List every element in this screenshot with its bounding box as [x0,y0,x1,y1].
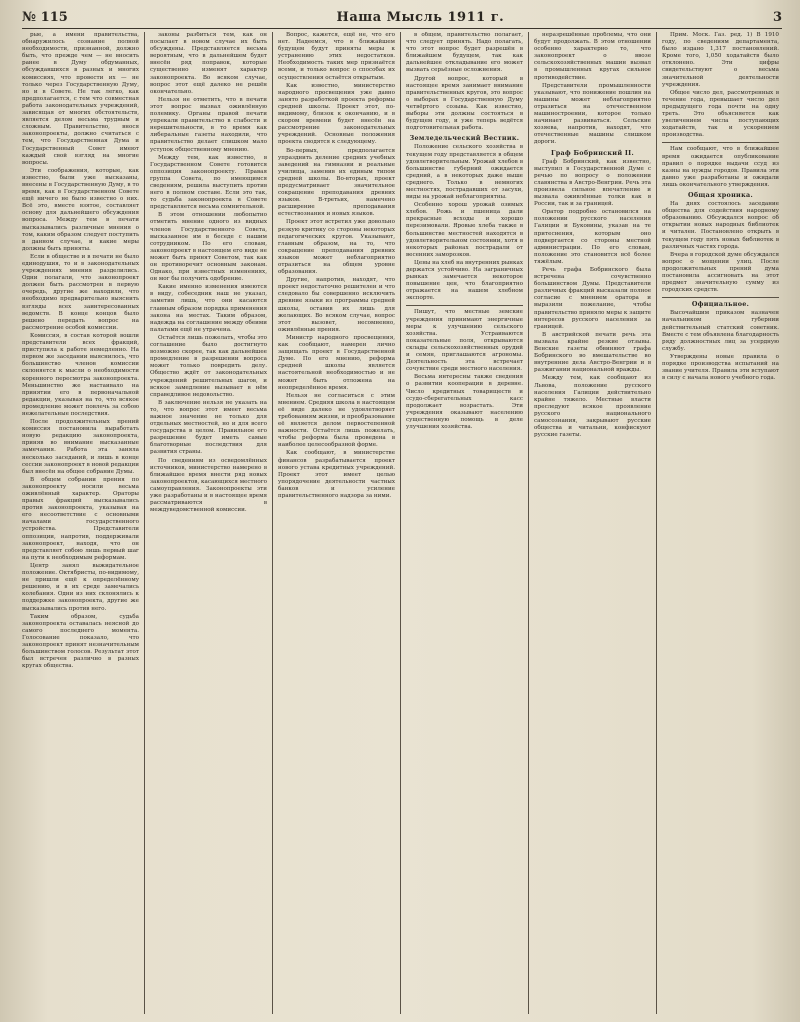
article-paragraph: законы разбиться тем, как он посылает в новом случае их быть обсуждены. Представляется весьма вероятным, что в дальнейшем будет внесён ряд поправок, которые существенно изменят характер законопроекта. Во всяком случае, вопрос этот ещё далеко не решён окончательно. [150,32,267,95]
article-paragraph: В общем собрании прения по законопроекту носили весьма оживлённый характер. Ораторы правых фракций высказывались против законопроекта, указывая на его несоответствие с основными началами государственного устройства. Представители оппозиции, напротив, поддерживали законопроект, находя, что он представляет собою лишь первый шаг на пути к необходимым реформам. [22,476,139,561]
article-paragraph: По сведениям из осведомлённых источников, министерство намерено в ближайшее время внести ряд новых законопроектов, касающихся местного самоуправления. Законопроекты эти уже разработаны и в настоящее время рассматриваются в междуведомственной комиссии. [150,457,267,514]
column-divider [662,142,779,143]
article-paragraph: Эти соображения, которые, как известно, были уже высказаны, внесены в Государственную Думу, в то время, как в Государственном Совете ещё ничего не было известно о них. Всё это, вместе взятое, составляет основу для дальнейшего обсуждения вопроса. Между тем в печати высказывались различные мнения о том, каким образом следует поступить в данном случае, и какие меры должны быть приняты. [22,167,139,252]
article-paragraph: Общее число дел, рассмотренных в течение года, превышает число дел предыдущего года почти на одну треть. Это объясняется как увеличением числа поступающих ходатайств, так и ускорением производства. [662,89,779,139]
article-paragraph: Положение сельского хозяйства в текущем году представляется в общем удовлетворительным. Урожай хлебов в большинстве губерний ожидается средний, а в некоторых даже выше среднего. Только в немногих местностях, пострадавших от засухи, виды на урожай неблагоприятны. [406,144,523,201]
article-paragraph: Таким образом, судьба законопроекта оставалась неясной до самого последнего момента. Голосование показало, что законопроект принят незначительным большинством голосов. Результат этот был встречен различно в разных кругах общества. [22,613,139,670]
article-paragraph: Прим. Моск. Газ. ред. 1) В 1910 году, по сведениям департамента, было издано 1,317 постановлений. Кроме того, 1,050 ходатайств было отклонено. Эти цифры свидетельствуют о весьма значительной деятельности учреждения. [662,32,779,88]
section-heading: Граф Бобринский II. [551,148,634,157]
text-column-6 [656,32,784,1014]
article-paragraph: Высочайшим приказом назначен начальником губернии действительный статский советник. Вместе с тем объявлена благодарность ряду должностных лиц за усердную службу. [662,310,779,352]
article-paragraph: Представители промышленности указывают, что понижение пошлин на машины может неблагоприятно отразиться на отечественном машиностроении, которое только начинает развиваться. Сельские хозяева, напротив, находят, что отечественные машины слишком дороги. [534,82,651,146]
column-divider [406,305,523,306]
article-paragraph: Комиссия, в состав которой вошли представители всех фракций, приступила к работе немедленно. На первом же заседании выяснилось, что большинство членов комиссии склоняется к мысли о необходимости коренного пересмотра законопроекта. Меньшинство же настаивало на принятии его в первоначальной редакции, указывая на то, что всякое промедление может повлечь за собою нежелательные последствия. [22,332,139,417]
page-number: 3 [772,9,782,25]
text-column-5 [528,32,656,1014]
article-paragraph: Нельзя не согласиться с этим мнением. Средняя школа в настоящем её виде далеко не удовлетворяет требованиям жизни, и преобразование её является делом первостепенной важности. Остаётся лишь пожелать, чтобы реформа была проведена в наиболее целесообразной форме. [278,392,395,449]
article-paragraph: Вопрос, кажется, ещё не, что его нет. Надеемся, что в ближайшем будущем будут приняты меры к устранению этих недостатков. Необходимость таких мер признаётся всеми, и только вопрос о способах их осуществления остаётся открытым. [278,32,395,81]
article-paragraph: Речь графа Бобринского была встречена сочувственно большинством Думы. Представители различных фракций высказали полное согласие с мнением оратора и выразили пожелание, чтобы правительство приняло меры к защите интересов русского населения за границей. [534,267,651,330]
article-paragraph: Как известно, министерство народного просвещения уже давно занято разработкой проекта реформы средней школы. Проект этот, по-видимому, близок к окончанию, и в скором времени будет внесён на рассмотрение законодательных учреждений. Основные положения проекта сводятся к следующему. [278,82,395,146]
article-paragraph: Проект этот встретил уже довольно резкую критику со стороны некоторых педагогических кругов. Указывают, главным образом, на то, что сокращение преподавания древних языков может неблагоприятно отразиться на общем уровне образования. [278,219,395,276]
article-paragraph: На днях состоялось заседание общества для содействия народному образованию. Обсуждался вопрос об открытии новых народных библиотек и читален. Постановлено открыть в текущем году пять новых библиотек в различных частях города. [662,201,779,250]
article-paragraph: Утверждены новые правила о порядке производства испытаний на звание учителя. Правила эти вступают в силу с начала нового учебного года. [662,353,779,382]
article-paragraph: в общем, правительство полагает, что следует принять. Надо полагать, что этот вопрос будет разрешён в ближайшем будущем, так как дальнейшее откладывание его может вызвать серьёзные осложнения. [406,32,523,74]
text-columns [22,32,784,1014]
section-heading: Земледельческий Вестник. [409,134,520,143]
article-paragraph: Граф Бобринский, как известно, выступил в Государственной Думе с речью по вопросу о положении славянства в Австро-Венгрии. Речь эта произвела сильное впечатление и вызвала оживлённые толки как в России, так и за границей. [534,158,651,208]
article-paragraph: Цены на хлеб на внутренних рынках держатся устойчиво. На заграничных рынках замечается некоторое повышение цен, что благоприятно отражается на нашем хлебном экспорте. [406,259,524,302]
article-paragraph: Во-первых, предполагается упразднить деление средних учебных заведений на гимназии и реальные училища, заменив их единым типом средней школы. Во-вторых, проект предусматривает значительное сокращение преподавания древних языков. В-третьих, намечено расширение преподавания естествознания и новых языков. [278,147,395,218]
article-paragraph: рые, а имени правительства, обнаружилось сознание полной необходимости, признанной, должно быть, что прежде чем — не вносить ранее в Думу обдуманных, обсуждавшихся в разных и многих комиссиях, что провести их — не только через Государственную Думу, но и в Совете. Не так легко, как предполагается, с тем что совместная работа законодательных учреждений, зависящая от многих обстоятельств, является делом весьма трудным и сложным. Правительство, внося законопроекты, должно считаться с тем, что Государственная Дума и Государственный Совет имеют каждый свой взгляд на многие вопросы. [22,32,139,166]
article-paragraph: неразрешённые проблемы, что они будут продолжать. В этом отношении особенно характерно то, что законопроект о ввозе сельскохозяйственных машин вызвал в промышленных кругах сильное противодействие. [534,32,651,81]
issue-number: № 115 [22,9,68,25]
article-paragraph: Если в обществе и в печати не было единодушия, то и в законодательных учреждениях мнения разделились. Одни полагали, что законопроект должен быть рассмотрен в первую очередь, другие же находили, что необходимо предварительно выяснить взгляды всех заинтересованных ведомств. В конце концов было решено передать вопрос на рассмотрение особой комиссии. [22,253,139,331]
article-paragraph: Между тем, как сообщают из Львова, положение русского населения Галиции действительно крайне тяжело. Местные власти преследуют всякое проявление русского национального самосознания, закрывают русские общества и читальни, конфискуют русские газеты. [534,375,651,439]
article-paragraph: Другие, напротив, находят, что проект недостаточно решителен и что следовало бы совершенно исключить древние языки из программы средней школы, оставив их лишь для желающих. Во всяком случае, вопрос этот вызовет, несомненно, оживлённые прения. [278,277,395,333]
article-paragraph: Министр народного просвещения, как сообщают, намерен лично защищать проект в Государственной Думе. По его мнению, реформа средней школы является настоятельной необходимостью и не может быть отложена на неопределённое время. [278,334,395,391]
article-paragraph: Особенно хорош урожай озимых хлебов. Рожь и пшеница дали прекрасные всходы и хорошо перезимовали. Яровые хлеба также в большинстве местностей находятся в удовлетворительном состоянии, хотя в некоторых районах пострадали от весенних заморозков. [406,202,523,258]
article-paragraph: В этом отношении любопытно отметить мнение одного из видных членов Государственного Совета, высказанное им в беседе с нашим сотрудником. По его словам, законопроект в настоящем его виде не может быть принят Советом, так как он противоречит основным законам. Однако, при известных изменениях, он мог бы получить одобрение. [150,212,267,283]
section-heading: Общая хроника. [688,190,753,199]
section-heading: Официальное. [691,300,750,309]
article-paragraph: Другой вопрос, который в настоящее время занимает внимание правительственных кругов, это вопрос о выборах в Государственную Думу четвёртого созыва. Как известно, выборы эти должны состояться в будущем году, и уже теперь ведётся подготовительная работа. [406,75,523,132]
article-paragraph: Весьма интересны также сведения о развитии кооперации в деревне. Число кредитных товариществ и ссудо-сберегательных касс продолжает возрастать. Эти учреждения оказывают населению существенную помощь в деле улучшения хозяйства. [406,374,523,430]
article-paragraph: Между тем, как известно, в Государственном Совете готовится оппозиция законопроекту. Правая группа Совета, по имеющимся сведениям, решила выступить против него в полном составе. Если это так, то судьба законопроекта в Совете представляется весьма сомнительной. [150,154,267,211]
article-paragraph: Как сообщают, в министерстве финансов разрабатывается проект нового устава кредитных учреждений. Проект этот имеет целью упорядочение деятельности частных банков и усиление правительственного надзора за ними. [278,450,395,499]
article-paragraph: Остаётся лишь пожелать, чтобы это соглашение было достигнуто возможно скорее, так как дальнейшее промедление в разрешении вопроса может только повредить делу. Общество ждёт от законодательных учреждений решительных шагов, и всякое замедление вызывает в нём справедливое недовольство. [150,334,267,398]
article-paragraph: Пишут, что местные земские учреждения принимают энергичные меры к улучшению сельского хозяйства. Устраиваются показательные поля, открываются склады сельскохозяйственных орудий и семян, приглашаются агрономы. Деятельность эта встречает сочувствие среди местного населения. [406,309,523,373]
article-paragraph: Оратор подробно остановился на положении русского населения Галиции и Буковины, указав на те притеснения, которым оно подвергается со стороны местной администрации. По его словам, положение это становится всё более тяжёлым. [534,209,651,265]
article-paragraph: После продолжительных прений комиссия постановила выработать новую редакцию законопроекта, приняв во внимание высказанные замечания. Работа эта заняла несколько заседаний, и лишь в конце сессии законопроект в новой редакции был внесён на общее собрание Думы. [22,419,139,475]
article-paragraph: Нельзя не отметить, что в печати этот вопрос вызвал оживлённую полемику. Органы правой печати упрекали правительство в слабости и нерешительности, в то время как либеральные газеты находили, что правительство делает слишком мало уступок общественному мнению. [150,96,267,153]
column-divider [662,297,779,298]
text-column-3 [272,32,400,1014]
text-column-2 [144,32,272,1014]
newspaper-title: Наша Мысль 1911 г. [336,9,505,25]
article-paragraph: Какие именно изменения имеются в виду, собеседник наш не указал, заметив лишь, что они касаются главным образом порядка применения закона на местах. Таким образом, надежда на соглашение между обеими палатами ещё не утрачена. [150,284,267,333]
article-paragraph: Вчера в городской думе обсуждался вопрос о мощении улиц. После продолжительных прений дума постановила ассигновать на этот предмет значительную сумму из городских средств. [662,251,779,294]
article-paragraph: Центр занял выжидательное положение. Октябристы, по-видимому, не пришли ещё к определённому решению, и в их среде замечались колебания. Одни из них склонялись к поддержке законопроекта, другие же высказывались против него. [22,562,139,612]
text-column-4 [400,32,528,1014]
page-header [22,6,782,29]
article-paragraph: В заключение нельзя не указать на то, что вопрос этот имеет весьма важное значение не только для отдельных местностей, но и для всего государства в целом. Правильное его разрешение будет иметь самые благотворные последствия для развития страны. [150,399,267,456]
article-paragraph: Нам сообщают, что в ближайшее время ожидается опубликование правил о порядке выдачи ссуд из казны на нужды городов. Правила эти давно уже разработаны и ожидали лишь окончательного утверждения. [662,146,779,188]
article-paragraph: В австрийской печати речь эта вызвала крайне резкие отзывы. Венские газеты обвиняют графа Бобринского во вмешательстве во внутренние дела Австро-Венгрии и в разжигании национальной вражды. [534,331,651,374]
text-column-1 [22,32,144,1014]
